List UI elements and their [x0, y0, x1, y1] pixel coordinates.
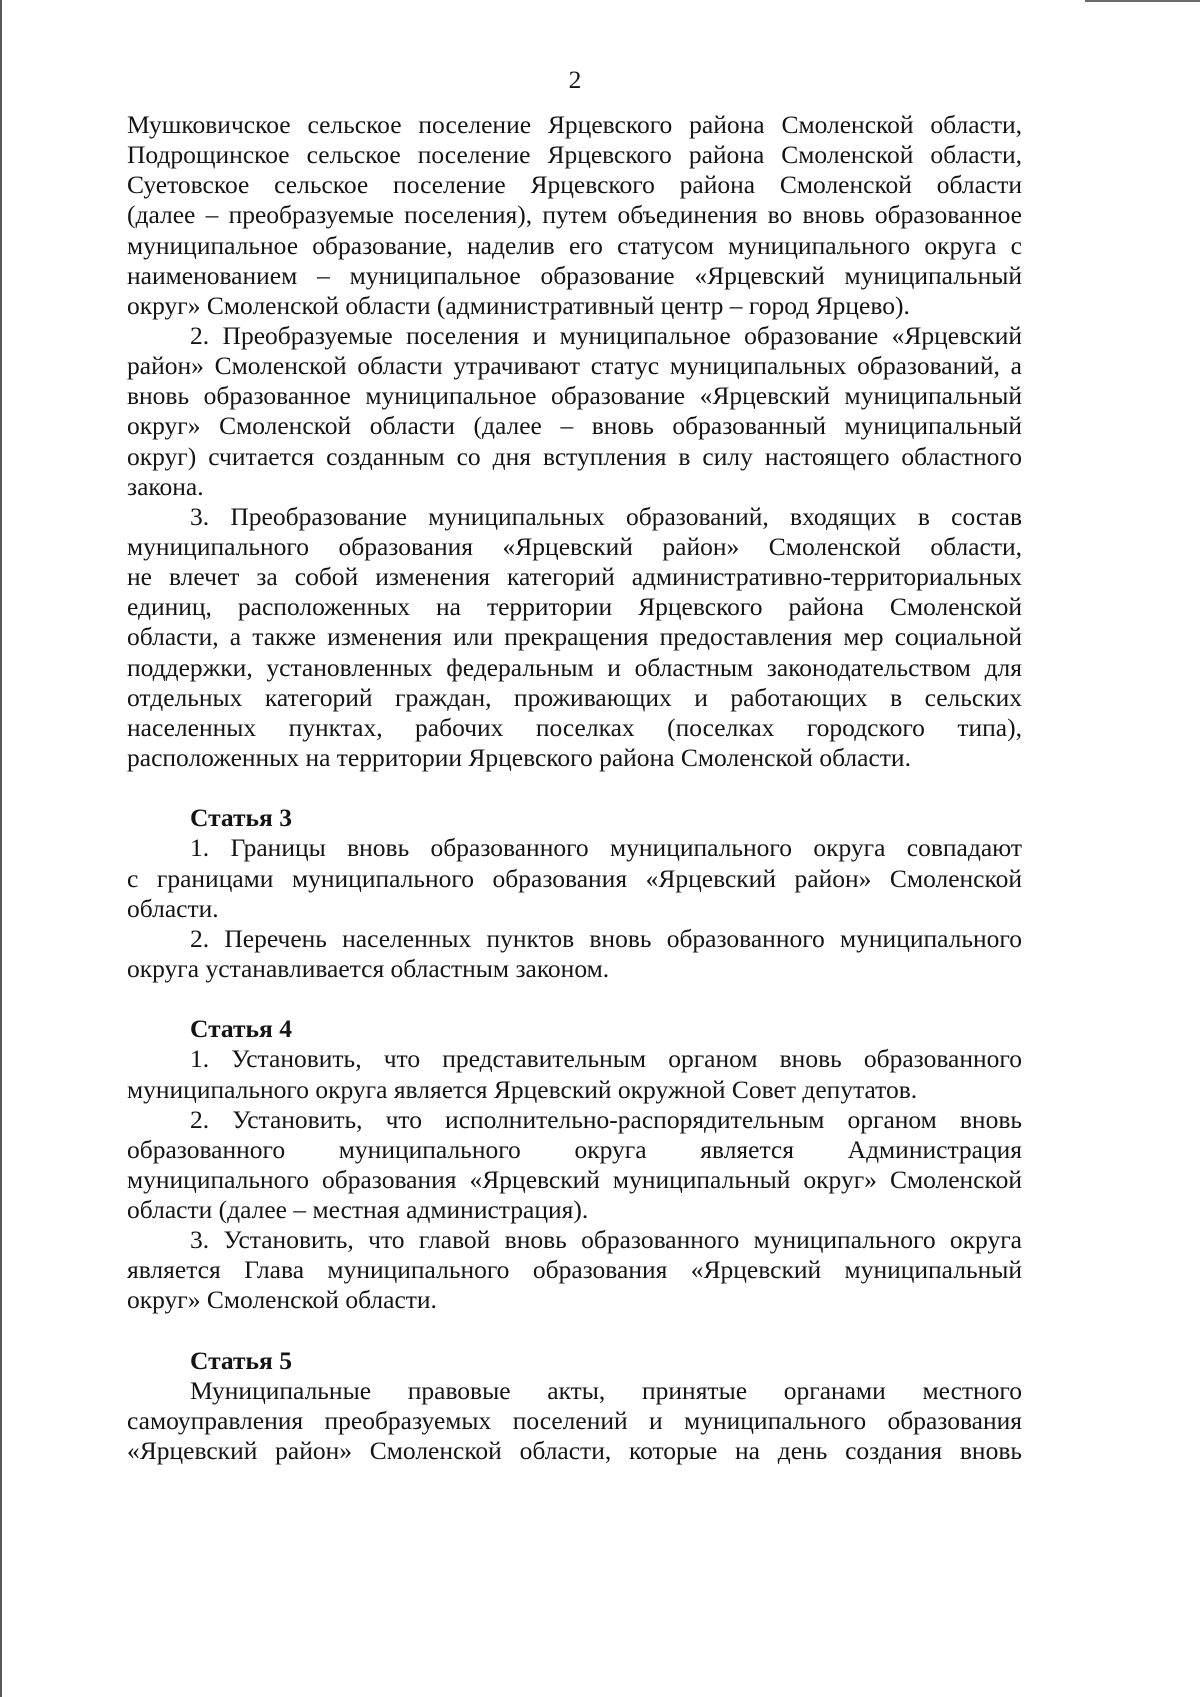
text-line: муниципального образования «Ярцевский муниципальный округ» Смоленской	[127, 1164, 1022, 1194]
text-line: с границами муниципального образования «Ярцевский район» Смоленской	[127, 863, 1022, 893]
article-heading: Статья 3	[190, 803, 292, 833]
text-line: области.	[127, 893, 219, 923]
text-line: Мушковичское сельское поселение Ярцевского района Смоленской области,	[127, 110, 1022, 139]
article-4	[127, 1014, 1022, 1315]
text-line: округ» Смоленской области (административный центр – город Ярцево).	[127, 290, 910, 320]
text-line: области (далее – местная администрация).	[127, 1195, 589, 1225]
text-line: 1. Границы вновь образованного муниципального округа совпадают	[190, 833, 1022, 863]
text-line: населенных пунктах, рабочих поселках (поселках городского типа),	[127, 712, 1022, 742]
scan-edge-top	[1085, 0, 1200, 2]
scan-edge-left	[0, 0, 2, 1697]
text-line: наименованием – муниципальное образование «Ярцевский муниципальный	[127, 260, 1022, 290]
text-line: район» Смоленской области утрачивают статус муниципальных образований, а	[127, 351, 1022, 381]
text-line: самоуправления преобразуемых поселений и муниципального образования	[127, 1406, 1022, 1436]
text-line: «Ярцевский район» Смоленской области, которые на день создания вновь	[127, 1436, 1022, 1466]
text-line: муниципальное образование, наделив его статусом муниципального округа с	[127, 230, 1022, 260]
text-line: 3. Преобразование муниципальных образований, входящих в состав	[190, 501, 1022, 531]
text-line: Муниципальные правовые акты, принятые органами местного	[190, 1375, 1022, 1405]
text-line: поддержки, установленных федеральным и областным законодательством для	[127, 652, 1022, 682]
text-line: расположенных на территории Ярцевского района Смоленской области.	[127, 742, 911, 772]
paragraph	[127, 502, 1022, 773]
page-number: 2	[568, 65, 582, 94]
text-line: отдельных категорий граждан, проживающих и работающих в сельских	[127, 682, 1022, 712]
text-line: 2. Преобразуемые поселения и муниципальное образование «Ярцевский	[190, 320, 1022, 350]
text-line: Суетовское сельское поселение Ярцевского района Смоленской области	[127, 170, 1022, 200]
text-line: области, а также изменения или прекращения предоставления мер социальной	[127, 622, 1022, 652]
text-line: округ» Смоленской области (далее – вновь образованный муниципальный	[127, 411, 1022, 441]
text-line: является Глава муниципального образования «Ярцевский муниципальный	[127, 1255, 1022, 1285]
text-line: вновь образованное муниципальное образование «Ярцевский муниципальный	[127, 381, 1022, 411]
paragraph	[127, 321, 1022, 502]
text-line: образованного муниципального округа является Администрация	[127, 1134, 1022, 1164]
article-5	[127, 1346, 1022, 1467]
text-line: 2. Перечень населенных пунктов вновь образованного муниципального	[190, 923, 1022, 953]
text-line: 2. Установить, что исполнительно-распорядительным органом вновь	[190, 1104, 1022, 1134]
document-body	[127, 110, 1022, 1466]
text-line: муниципального образования «Ярцевский район» Смоленской области,	[127, 531, 1022, 561]
blank-line	[127, 773, 1022, 803]
text-line: (далее – преобразуемые поселения), путем объединения во вновь образованное	[127, 200, 1022, 230]
article-3	[127, 803, 1022, 984]
blank-line	[127, 984, 1022, 1014]
text-line: Подрощинское сельское поселение Ярцевского района Смоленской области,	[127, 140, 1022, 170]
blank-line	[127, 1316, 1022, 1346]
article-heading: Статья 4	[190, 1014, 292, 1044]
text-line: округ) считается созданным со дня вступления в силу настоящего областного	[127, 441, 1022, 471]
article-heading: Статья 5	[190, 1345, 292, 1375]
text-line: округа устанавливается областным законом.	[127, 953, 610, 983]
text-line: закона.	[127, 471, 204, 501]
paragraph	[127, 110, 1022, 321]
text-line: единиц, расположенных на территории Ярцевского района Смоленской	[127, 592, 1022, 622]
text-line: муниципального округа является Ярцевский окружной Совет депутатов.	[127, 1074, 918, 1104]
text-line: округ» Смоленской области.	[127, 1285, 437, 1315]
text-line: 3. Установить, что главой вновь образованного муниципального округа	[190, 1225, 1022, 1255]
text-line: не влечет за собой изменения категорий административно-территориальных	[127, 562, 1022, 592]
text-line: 1. Установить, что представительным органом вновь образованного	[190, 1044, 1022, 1074]
